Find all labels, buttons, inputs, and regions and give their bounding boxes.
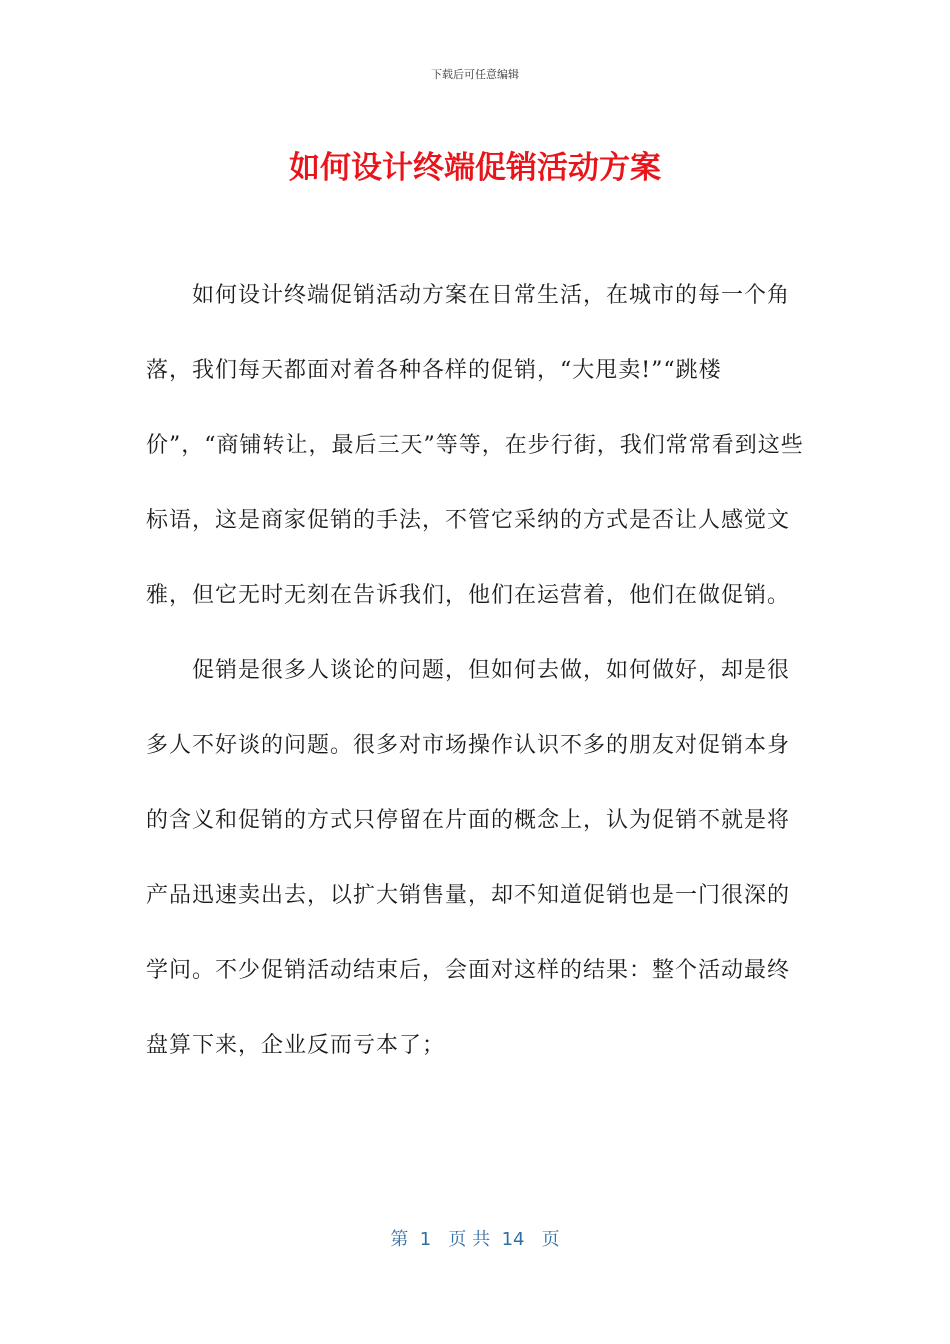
document-body — [146, 258, 806, 1083]
header-note: 下载后可任意编辑 — [431, 68, 519, 81]
paragraph-2: 促销是很多人谈论的问题，但如何去做，如何做好，却是很多人不好谈的问题。很多对市场操作认识不多的朋友对促销本身的含义和促销的方式只停留在片面的概念上，认为促销不就是将产品迅速卖出去，以扩大销售量，却不知道促销也是一门很深的学问。不少促销活动结束后，会面对这样的结果：整个活动最终盘算下来，企业反而亏本了； — [146, 658, 791, 1058]
document-title: 如何设计终端促销活动方案 — [289, 150, 661, 186]
page-footer: 第 1 页 共 14 页 — [390, 1229, 560, 1250]
paragraph-1: 如何设计终端促销活动方案在日常生活，在城市的每一个角落，我们每天都面对着各种各样的促销，“大甩卖!”“跳楼价”，“商铺转让，最后三天”等等，在步行街，我们常常看到这些标语，这是商家促销的手法，不管它采纳的方式是否让人感觉文雅，但它无时无刻在告诉我们，他们在运营着，他们在做促销。 — [146, 283, 804, 608]
